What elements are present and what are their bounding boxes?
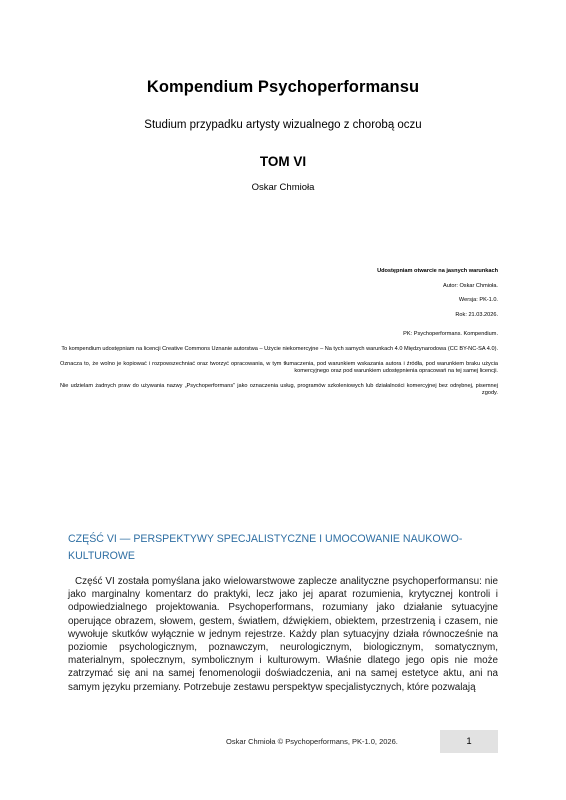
page-number: 1 bbox=[440, 730, 498, 753]
license-version-line: Wersja: PK-1.0. bbox=[458, 297, 498, 304]
license-meaning: Oznacza to, że wolno je kopiować i rozpowszechniać oraz tworzyć opracowania, w tym tłumaczenia, pod warunkiem wskazania autora i źródła, pod warunkiem braku użycia komercyjnego oraz pod warunkiem udostępnienia opracowań na tej samej licencji. bbox=[60, 360, 498, 375]
volume-label: TOM VI bbox=[259, 154, 307, 169]
license-statement: To kompendium udostępniam na licencji Creative Commons Uznanie autorstwa – Użycie niekomercyjne – Na tych samych warunkach 4.0 Międzynarodowa (CC BY-NC-SA 4.0). bbox=[61, 345, 498, 352]
license-pk-line: PK: Psychoperformans. Kompendium. bbox=[403, 331, 498, 338]
document-title: Kompendium Psychoperformansu bbox=[146, 78, 420, 96]
license-author-line: Autor: Oskar Chmioła. bbox=[442, 282, 498, 289]
license-heading: Udostępniam otwarcie na jasnych warunkach bbox=[377, 268, 498, 274]
license-block bbox=[60, 268, 498, 405]
trademark-note: Nie udzielam żadnych praw do używania nazwy „Psychoperformans” jako oznaczenia usług, programów szkoleniowych lub działalności komercyjnej bez odrębnej, pisemnej zgody. bbox=[60, 382, 498, 397]
author-name: Oskar Chmioła bbox=[251, 182, 315, 193]
license-year-line: Rok: 21.03.2026. bbox=[455, 311, 498, 318]
body-paragraph: Część VI została pomyślana jako wielowarstwowe zaplecze analityczne psychoperformansu: nie jako marginalny komentarz do praktyki, lecz jako jej aparat rozumienia, krytycznej kontroli i odpowiedzialnego projektowania. Psychoperformans, rozumiany jako działanie sytuacyjne operujące obrazem, słowem, gestem, światłem, dźwiękiem, obiektem, przestrzenią i czasem, nie wywołuje skutków wyłącznie w jednym rejestrze. Każdy plan sytuacyjny działa równocześnie na poziomie psychologicznym, poznawczym, neurologicznym, biologicznym, somatycznym, materialnym, społecznym, symbolicznym i kulturowym. Właśnie dlatego jego opis nie może zatrzymać się ani na samej fenomenologii doświadczenia, ani na samej estetyce aktu, ani na samym języku przemiany. Potrzebuje zestawu perspektyw specjalistycznych, które pozwalają bbox=[68, 576, 498, 693]
section-heading: CZĘŚĆ VI — PERSPEKTYWY SPECJALISTYCZNE I UMOCOWANIE NAUKOWO-KULTUROWE bbox=[68, 533, 463, 562]
document-subtitle: Studium przypadku artysty wizualnego z chorobą oczu bbox=[144, 119, 422, 131]
page-footer: Oskar Chmioła © Psychoperformans, PK-1.0, 2026. bbox=[226, 737, 398, 746]
